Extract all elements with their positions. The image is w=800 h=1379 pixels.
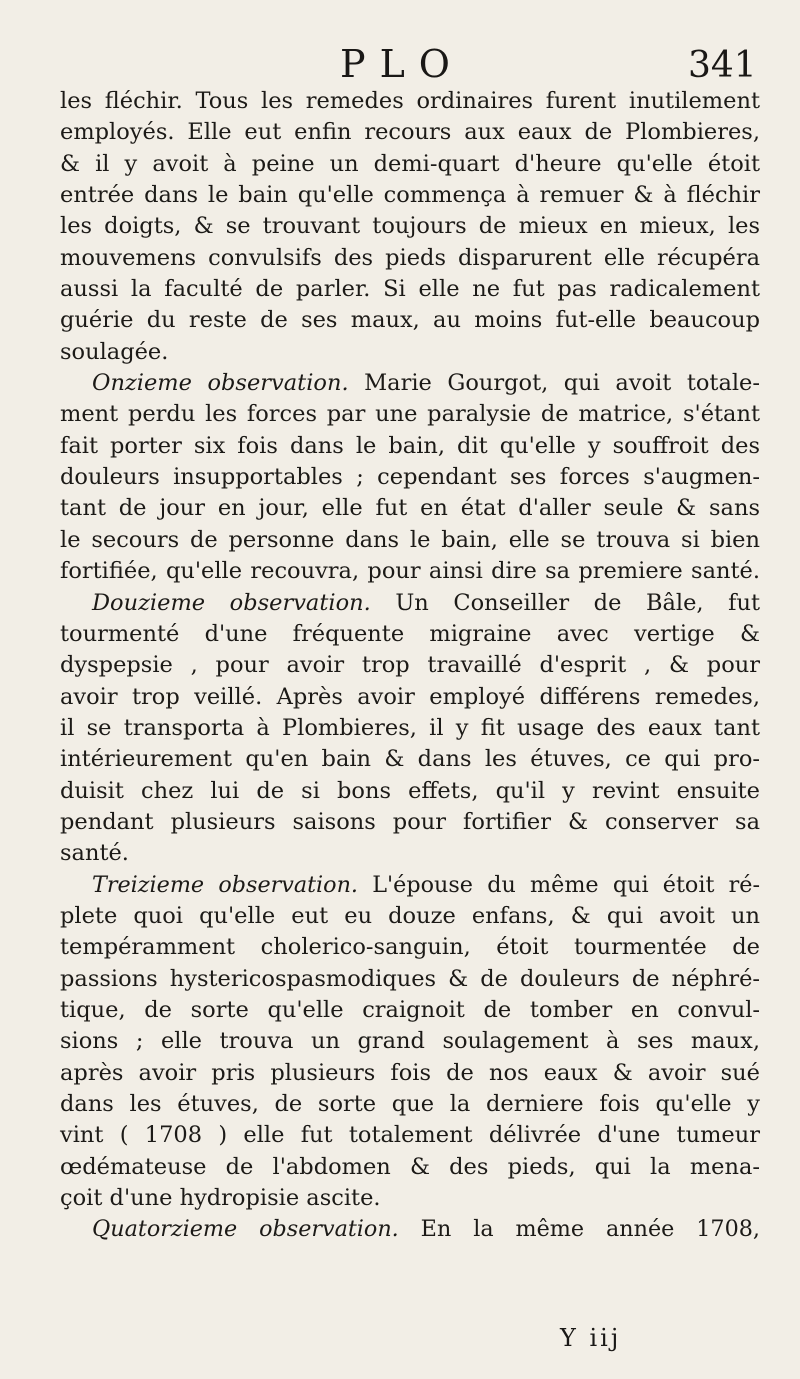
line-text: douleurs insupportables ; cependant ses forces s'augmen- xyxy=(60,464,760,491)
text-line xyxy=(60,1214,760,1245)
line-text: les fléchir. Tous les remedes ordinaires furent inutilement xyxy=(60,88,760,114)
text-line xyxy=(60,117,760,148)
line-text: santé. xyxy=(60,840,129,867)
line-text: entrée dans le bain qu'elle commença à remuer & à fléchir xyxy=(60,182,760,209)
text-line xyxy=(60,431,760,462)
line-text: mouvemens convulsifs des pieds disparurent elle récupéra xyxy=(60,244,760,271)
text-line xyxy=(60,650,760,681)
text-line xyxy=(60,776,760,807)
text-line xyxy=(60,462,760,493)
line-text: tempéramment cholerico-sanguin, étoit tourmentée de xyxy=(60,934,760,961)
text-line xyxy=(60,1152,760,1183)
text-line xyxy=(60,713,760,744)
signature-mark: Y iij xyxy=(560,1324,622,1352)
text-line xyxy=(60,399,760,430)
text-line xyxy=(60,744,760,775)
text-line xyxy=(60,870,760,901)
observation-heading: Onzieme observation. xyxy=(92,370,349,397)
line-text: dyspepsie , pour avoir trop travaillé d'esprit , & pour xyxy=(60,652,760,679)
line-text: soulagée. xyxy=(60,338,169,365)
text-line xyxy=(60,901,760,932)
line-text: & il y avoit à peine un demi-quart d'heure qu'elle étoit xyxy=(60,150,760,177)
line-text: Marie Gourgot, qui avoit totale- xyxy=(348,370,760,397)
line-text: Un Conseiller de Bâle, fut xyxy=(370,589,760,616)
text-line xyxy=(60,274,760,305)
line-text: En la même année 1708, xyxy=(398,1216,760,1243)
observation-heading: Quatorzieme observation. xyxy=(92,1216,399,1243)
line-text: çoit d'une hydropisie ascite. xyxy=(60,1185,381,1212)
body-text xyxy=(60,86,760,1246)
line-text: intérieurement qu'en bain & dans les étuves, ce qui pro- xyxy=(60,746,760,773)
line-text: fortifiée, qu'elle recouvra, pour ainsi dire sa premiere santé. xyxy=(60,558,760,585)
line-text: tant de jour en jour, elle fut en état d'aller seule & sans xyxy=(60,495,760,522)
text-line xyxy=(60,838,760,869)
running-title: PLO xyxy=(340,42,464,86)
line-text: sions ; elle trouva un grand soulagement à ses maux, xyxy=(60,1028,760,1055)
text-line xyxy=(60,180,760,211)
text-line xyxy=(60,1058,760,1089)
line-text: après avoir pris plusieurs fois de nos eaux & avoir sué xyxy=(60,1059,760,1086)
line-text: dans les étuves, de sorte que la derniere fois qu'elle y xyxy=(60,1091,760,1117)
text-line xyxy=(60,932,760,963)
text-line xyxy=(60,368,760,399)
text-line xyxy=(60,86,760,117)
text-line xyxy=(60,1183,760,1214)
line-text: plete quoi qu'elle eut eu douze enfans, & qui avoit un xyxy=(60,902,760,929)
line-text: passions hystericospasmodiques & de douleurs de néphré- xyxy=(60,965,760,992)
running-head xyxy=(0,42,800,86)
line-text: vint ( 1708 ) elle fut totalement délivrée d'une tumeur xyxy=(60,1122,760,1149)
observation-heading: Treizieme observation. xyxy=(92,871,359,898)
text-line xyxy=(60,619,760,650)
text-line xyxy=(60,556,760,587)
text-line xyxy=(60,243,760,274)
line-text: œdémateuse de l'abdomen & des pieds, qui la mena- xyxy=(60,1153,760,1180)
text-line xyxy=(60,995,760,1026)
line-text: L'épouse du même qui étoit ré- xyxy=(358,871,760,898)
line-text: tique, de sorte qu'elle craignoit de tomber en convul- xyxy=(60,996,760,1023)
text-line xyxy=(60,337,760,368)
observation-heading: Douzieme observation. xyxy=(92,589,371,616)
text-line xyxy=(60,588,760,619)
text-line xyxy=(60,305,760,336)
line-text: ment perdu les forces par une paralysie de matrice, s'étant xyxy=(60,401,760,428)
line-text: le secours de personne dans le bain, elle se trouva si bien xyxy=(60,526,760,553)
page-number: 341 xyxy=(688,45,757,86)
text-line xyxy=(60,493,760,524)
text-line xyxy=(60,211,760,242)
text-line xyxy=(60,525,760,556)
text-line xyxy=(60,807,760,838)
line-text: il se transporta à Plombieres, il y fit usage des eaux tant xyxy=(60,714,760,741)
line-text: guérie du reste de ses maux, au moins fut-elle beaucoup xyxy=(60,307,760,334)
line-text: fait porter six fois dans le bain, dit qu'elle y souffroit des xyxy=(60,432,760,459)
line-text: les doigts, & se trouvant toujours de mieux en mieux, les xyxy=(60,213,760,240)
line-text: aussi la faculté de parler. Si elle ne fut pas radicalement xyxy=(60,276,760,303)
text-line xyxy=(60,1026,760,1057)
line-text: avoir trop veillé. Après avoir employé différens remedes, xyxy=(60,683,760,710)
text-line xyxy=(60,1089,760,1120)
line-text: duisit chez lui de si bons effets, qu'il y revint ensuite xyxy=(60,777,760,804)
text-line xyxy=(60,1120,760,1151)
text-line xyxy=(60,149,760,180)
text-line xyxy=(60,964,760,995)
line-text: tourmenté d'une fréquente migraine avec vertige & xyxy=(60,620,760,647)
line-text: employés. Elle eut enfin recours aux eaux de Plombieres, xyxy=(60,119,760,146)
line-text: pendant plusieurs saisons pour fortifier & conserver sa xyxy=(60,808,760,835)
text-line xyxy=(60,682,760,713)
